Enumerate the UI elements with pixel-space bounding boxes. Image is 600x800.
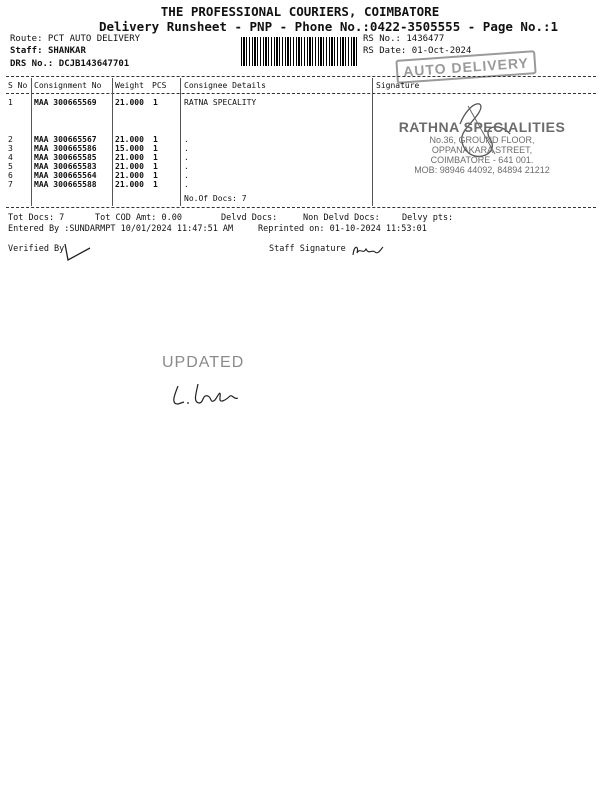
rs-no-label: RS No.: xyxy=(363,34,401,44)
runsheet-subtitle: Delivery Runsheet - PNP - Phone No.:0422-3505555 - Page No.:1 xyxy=(99,19,559,34)
cell-consignee: . xyxy=(184,162,189,171)
verified-signature xyxy=(62,240,94,264)
header-sno: S No xyxy=(8,81,28,90)
verified-by-label: Verified By xyxy=(8,244,65,254)
rs-date-value: 01-Oct-2024 xyxy=(411,46,472,56)
stamp-phone-line: MOB: 98946 44092, 84894 21212 xyxy=(414,165,550,175)
cell-sno: 7 xyxy=(8,180,13,189)
cell-sno: 3 xyxy=(8,144,13,153)
header-pcs: PCS xyxy=(152,81,167,90)
cell-consignee: RATNA SPECALITY xyxy=(184,98,257,107)
rs-no-row xyxy=(363,34,444,44)
header-signature: Signature xyxy=(376,81,420,90)
reprinted-on: Reprinted on: 01-10-2024 11:53:01 xyxy=(258,224,427,234)
col-divider xyxy=(112,78,113,206)
staff-value: SHANKAR xyxy=(47,46,86,56)
entered-by: Entered By :SUNDARMPT 10/01/2024 11:47:51 AM xyxy=(8,224,234,234)
header-consignee: Consignee Details xyxy=(184,81,266,90)
updated-stamp: UPDATED xyxy=(162,354,245,371)
tot-docs: Tot Docs: 7 xyxy=(8,213,65,223)
cell-weight: 21.000 xyxy=(115,171,144,180)
staff-row xyxy=(10,46,86,56)
cell-consignment: MAA 300665585 xyxy=(34,153,97,162)
table-top-rule xyxy=(6,76,596,77)
col-divider xyxy=(31,78,32,206)
header-consignment: Consignment No xyxy=(34,81,102,90)
cell-pcs: 1 xyxy=(153,98,158,107)
rs-date-row xyxy=(363,46,471,56)
drs-label: DRS No.: xyxy=(10,59,54,69)
auto-delivery-stamp: AUTO DELIVERY xyxy=(395,50,536,84)
drs-row xyxy=(10,59,129,69)
cell-consignment: MAA 300665564 xyxy=(34,171,97,180)
route-text: Route: PCT AUTO DELIVERY xyxy=(10,34,141,44)
rs-no-value: 1436477 xyxy=(406,34,445,44)
barcode xyxy=(241,37,358,66)
staff-signature xyxy=(351,243,385,259)
non-delvd-docs: Non Delvd Docs: xyxy=(303,213,380,223)
rs-date-label: RS Date: xyxy=(363,46,407,56)
drs-value: DCJB143647701 xyxy=(58,59,130,69)
staff-signature-label: Staff Signature xyxy=(269,244,346,254)
cell-weight: 21.000 xyxy=(115,135,144,144)
stamp-address-line: COIMBATORE - 641 001. xyxy=(430,155,534,165)
cell-sno: 1 xyxy=(8,98,13,107)
cell-weight: 21.000 xyxy=(115,98,144,107)
header-weight: Weight xyxy=(115,81,144,90)
stamp-company-name: RATHNA SPECIALITIES xyxy=(398,119,566,135)
delvd-docs: Delvd Docs: xyxy=(221,213,278,223)
cell-pcs: 1 xyxy=(153,180,158,189)
cell-consignee: . xyxy=(184,171,189,180)
cell-consignment: MAA 300665569 xyxy=(34,98,97,107)
updated-signature xyxy=(168,378,248,410)
cell-consignee: . xyxy=(184,135,189,144)
cell-sno: 6 xyxy=(8,171,13,180)
cell-weight: 21.000 xyxy=(115,162,144,171)
stamp-address-line: No.36, GROUND FLOOR, xyxy=(429,135,535,145)
cell-consignment: MAA 300665588 xyxy=(34,180,97,189)
cell-sno: 2 xyxy=(8,135,13,144)
cell-consignment: MAA 300665583 xyxy=(34,162,97,171)
cell-consignment: MAA 300665567 xyxy=(34,135,97,144)
cell-consignment: MAA 300665586 xyxy=(34,144,97,153)
cell-consignee: . xyxy=(184,153,189,162)
staff-label: Staff: xyxy=(10,46,43,56)
col-divider xyxy=(180,78,181,206)
cell-pcs: 1 xyxy=(153,144,158,153)
cell-sno: 5 xyxy=(8,162,13,171)
stamp-address-line: OPPANAKARA STREET, xyxy=(431,145,533,155)
cell-sno: 4 xyxy=(8,153,13,162)
cell-consignee: . xyxy=(184,180,189,189)
cell-pcs: 1 xyxy=(153,153,158,162)
delvy-pts: Delvy pts: xyxy=(402,213,454,223)
table-bottom-rule xyxy=(6,207,596,208)
cell-pcs: 1 xyxy=(153,162,158,171)
cell-weight: 15.000 xyxy=(115,144,144,153)
col-divider xyxy=(372,78,373,206)
cell-weight: 21.000 xyxy=(115,153,144,162)
no-of-docs: No.Of Docs: 7 xyxy=(184,194,247,203)
company-title: THE PROFESSIONAL COURIERS, COIMBATORE xyxy=(160,4,440,19)
cell-weight: 21.000 xyxy=(115,180,144,189)
tot-cod: Tot COD Amt: 0.00 xyxy=(95,213,182,223)
cell-pcs: 1 xyxy=(153,135,158,144)
cell-pcs: 1 xyxy=(153,171,158,180)
cell-consignee: . xyxy=(184,144,189,153)
